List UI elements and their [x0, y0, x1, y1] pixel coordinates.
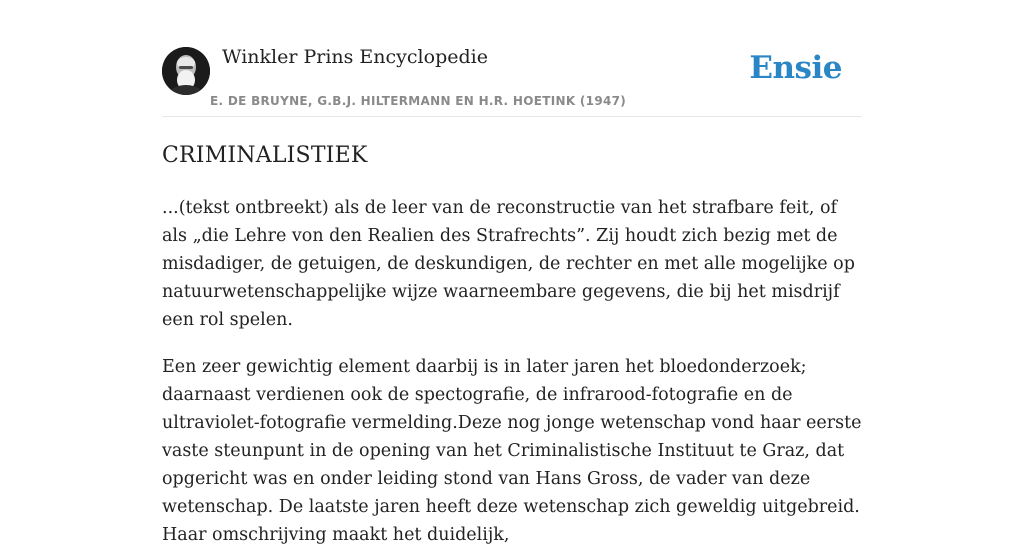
article-title: CRIMINALISTIEK	[162, 143, 368, 168]
source-authors: E. DE BRUYNE, G.B.J. HILTERMANN EN H.R. HOETINK (1947)	[210, 94, 627, 108]
article-paragraph: Een zeer gewichtig element daarbij is in later jaren het bloedonderzoek; daarnaast verdienen ook de spectografie, de infrarood-fotografie en de ultraviolet-fotografie vermelding.Deze nog jonge wetenschap vond haar eerste vaste steunpunt in de opening van het Criminalistische Instituut te Graz, dat opgericht was en onder leiding stond van Hans Gross, de vader van deze wetenschap. De laatste jaren heeft deze wetenschap zich geweldig uitgebreid. Haar omschrijving maakt het duidelijk,	[162, 357, 862, 545]
article-page	[162, 0, 862, 549]
portrait-photo-icon	[162, 47, 210, 95]
article-paragraph: ...(tekst ontbreekt) als de leer van de reconstructie van het strafbare feit, of als „die Lehre von den Realien des Strafrechts”. Zij houdt zich bezig met de misdadiger, de getuigen, de deskundigen, de rechter en met alle mogelijke op natuurwetenschappelijke wijze waarneembare gegevens, die bij het misdrijf een rol spelen.	[162, 198, 855, 330]
source-title[interactable]: Winkler Prins Encyclopedie	[222, 46, 488, 68]
source-header	[162, 0, 862, 117]
author-avatar[interactable]	[162, 47, 210, 95]
ensie-logo[interactable]: Ensie	[749, 50, 842, 86]
